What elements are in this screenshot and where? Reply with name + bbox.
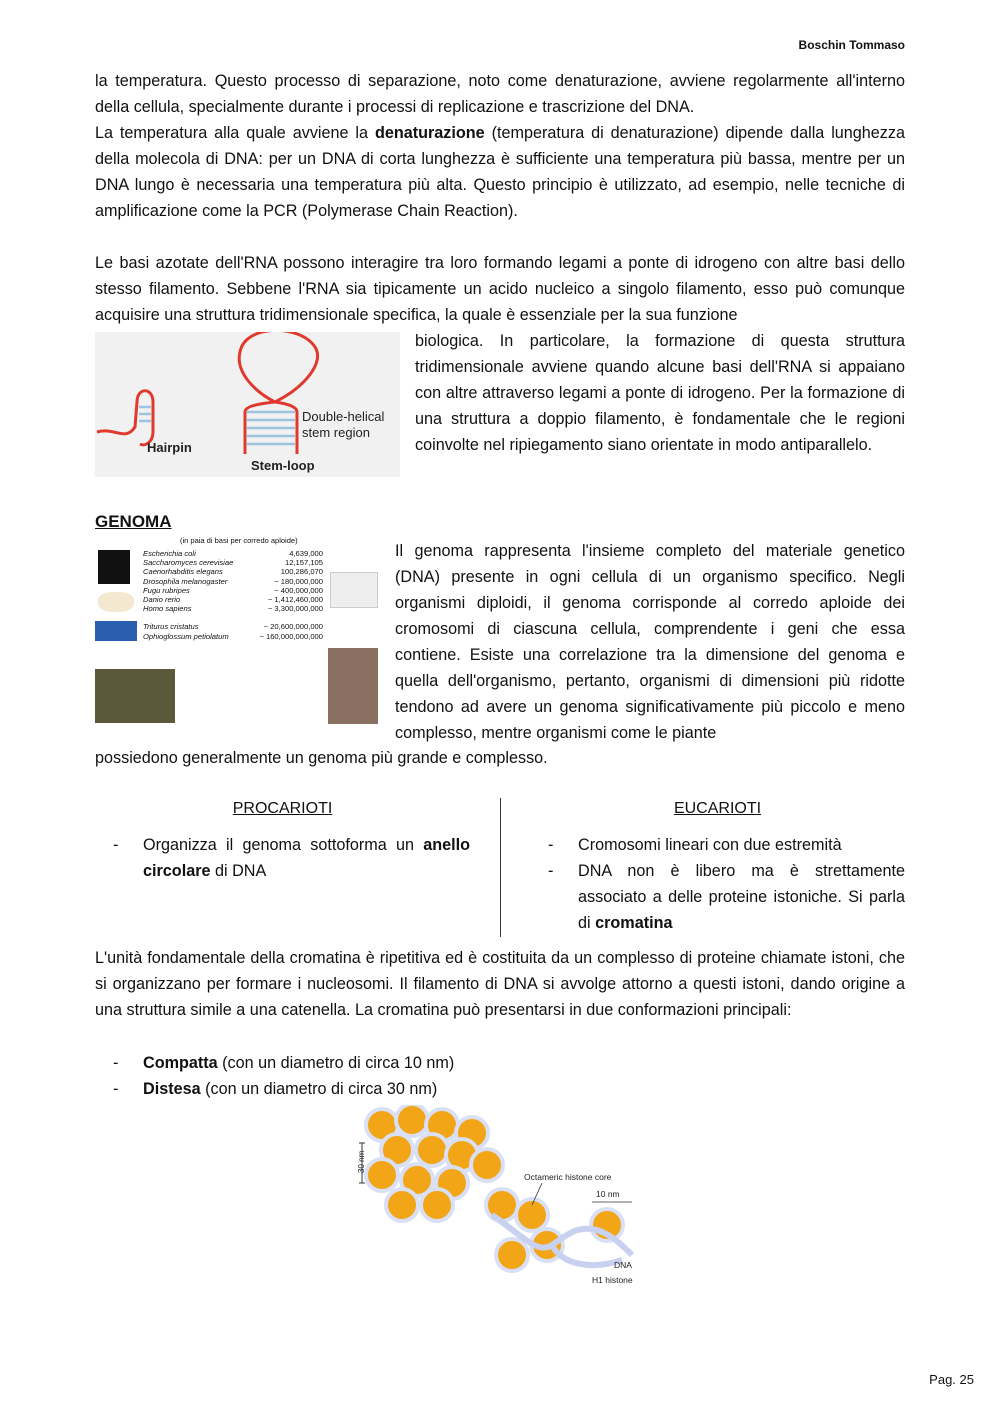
- bold-term: cromatina: [595, 914, 673, 932]
- genome-table-row: [143, 567, 323, 576]
- genome-size: ~ 1,412,460,000: [267, 595, 323, 605]
- stem-region-label: stem region: [302, 425, 370, 440]
- list-item: [530, 832, 905, 858]
- nucleosome: [416, 1134, 448, 1166]
- genome-size: 100,286,070: [280, 567, 323, 577]
- paragraph-denaturation-temperature: [95, 120, 905, 224]
- paragraph-text: L'unità fondamentale della cromatina è ripetitiva ed è costituita da un complesso di proteine chiamate istoni, che si organizzano per formare i nucleosomi. Il filamento di DNA si avvolge attorno a questi istoni, dando origine a una struttura simile a una catenella. La cromatina può presentarsi in due conformazioni principali:: [95, 949, 905, 1019]
- fugu-image: [95, 621, 137, 641]
- column-title-procarioti: PROCARIOTI: [232, 800, 333, 817]
- bold-term: denaturazione: [374, 124, 485, 142]
- paragraph-rna: [95, 250, 905, 328]
- nucleosome: [516, 1199, 548, 1231]
- newt-image: [95, 669, 175, 723]
- hairpin-label: Hairpin: [147, 440, 192, 455]
- organism-name: Danio rerio: [143, 595, 181, 605]
- paragraph-text: La temperatura alla quale avviene la: [95, 124, 375, 142]
- genome-table: [143, 549, 323, 641]
- paragraph-genoma-end: [95, 745, 905, 771]
- genome-size: 12,157,105: [284, 558, 323, 568]
- label-30nm: 30 nm: [357, 1150, 366, 1173]
- paragraph-text: Il genoma rappresenta l'insieme completo del materiale genetico (DNA) presente in ogni cellula di un organismo specifico. Negli organismi diploidi, il genoma corrisponde al corredo aploide dei cromosomi di ciascuna cellula, comprendente i geni che essa contiene. Esiste una correlazione tra la dimensione del genoma e quella dell'organismo, pertanto, organismi di dimensioni più ridotte tendono ad avere un genoma significativamente più piccolo e meno complesso, mentre organismi come le piante: [395, 542, 905, 742]
- paragraph-text: (temperatura di denaturazione) dipende dalla lunghezza della molecola di DNA: per un DNA di corta lunghezza è sufficiente una temperatura più bassa, mentre per un DNA lungo è necessaria una temperatura più alta. Questo principio è utilizzato, ad esempio, nelle tecniche di amplificazione come la PCR (Polymerase Chain Reaction).: [95, 124, 905, 220]
- genome-table-row: [143, 604, 323, 613]
- label-h1-histone: H1 histone: [592, 1275, 633, 1285]
- list-item-text: Cromosomi lineari con due estremità: [578, 836, 842, 854]
- genome-table-row: [143, 622, 323, 631]
- genome-size: ~ 20,600,000,000: [263, 622, 323, 632]
- worm-image: [330, 572, 378, 608]
- fern-image: [328, 648, 378, 724]
- nucleosome: [471, 1149, 503, 1181]
- list-dash: -: [113, 836, 119, 854]
- genome-size: ~ 3,300,000,000: [267, 604, 323, 614]
- genome-table-row: [143, 632, 323, 641]
- paragraph-rna-continued: [415, 328, 905, 458]
- label-10nm: 10 nm: [596, 1189, 620, 1199]
- bold-term: Distesa: [143, 1080, 201, 1098]
- organism-name: Drosophila melanogaster: [143, 576, 228, 586]
- list-dash: -: [113, 1080, 119, 1098]
- page-header-author: Boschin Tommaso: [798, 38, 905, 52]
- list-item-text: (con un diametro di circa 10 nm): [217, 1054, 455, 1072]
- label-histone-core: Octameric histone core: [524, 1172, 612, 1182]
- nucleosome: [496, 1239, 528, 1271]
- rna-hairpin-stemloop-figure: [95, 332, 400, 477]
- genome-table-row: [143, 577, 323, 586]
- list-chromatin-conformations: [95, 1050, 905, 1102]
- organism-name: Fugu rubripes: [143, 585, 190, 595]
- genome-table-row: [143, 586, 323, 595]
- paragraph-denaturation: [95, 68, 905, 120]
- list-item: [530, 858, 905, 936]
- genome-table-row: [143, 549, 323, 558]
- list-item: [95, 832, 470, 884]
- list-item-text: Organizza il genoma sottoforma un: [143, 836, 424, 854]
- bold-term: anello circolare: [143, 836, 470, 880]
- nucleosome: [421, 1189, 453, 1221]
- list-item-text: di DNA: [210, 862, 267, 880]
- genome-size: ~ 180,000,000: [274, 576, 323, 586]
- paragraph-text: biologica. In particolare, la formazione di questa struttura tridimensionale avviene quando alcune basi dell'RNA si appaiano con altre attraverso legami a ponte di idrogeno. Per la formazione di una struttura a doppio filamento, è fondamentale che le regioni coinvolte nel ripiegamento siano orientate in modo antiparallelo.: [415, 332, 905, 454]
- list-item: [95, 1050, 905, 1076]
- bold-term: Compatta: [143, 1054, 218, 1072]
- paragraph-genoma: [395, 538, 905, 746]
- section-heading-genoma: GENOMA: [95, 512, 172, 531]
- paragraph-text: possiedono generalmente un genoma più grande e complesso.: [95, 749, 548, 767]
- label-dna: DNA: [614, 1260, 632, 1270]
- organism-name: Saccharomyces cerevisiae: [143, 558, 234, 568]
- genome-size: ~ 400,000,000: [274, 585, 323, 595]
- organism-name: Ophioglossum petiolatum: [143, 631, 229, 641]
- paragraph-text: la temperatura. Questo processo di separazione, noto come denaturazione, avviene regolarmente all'interno della cellula, specialmente durante i processi di replicazione e trascrizione del DNA.: [95, 72, 905, 116]
- bacteria-image: [98, 550, 130, 584]
- table-caption: (in paia di basi per corredo aploide): [180, 536, 298, 545]
- organism-name: Escherichia coli: [143, 549, 196, 558]
- page-number: Pag. 25: [929, 1372, 974, 1387]
- nucleosome: [396, 1105, 428, 1136]
- double-helical-label: Double-helical: [302, 409, 385, 424]
- chromatin-nucleosome-figure: [352, 1105, 652, 1290]
- drosophila-image: [98, 592, 134, 612]
- list-eucarioti: [530, 832, 905, 936]
- list-item: [95, 1076, 905, 1102]
- list-procarioti: [95, 832, 470, 884]
- genome-size: ~ 160,000,000,000: [259, 631, 323, 641]
- column-divider: [500, 798, 501, 937]
- list-dash: -: [548, 836, 554, 854]
- genome-size: 4,639,000: [289, 549, 323, 558]
- organism-name: Homo sapiens: [143, 604, 192, 614]
- list-item-text: (con un diametro di circa 30 nm): [200, 1080, 438, 1098]
- paragraph-text: Le basi azotate dell'RNA possono interagire tra loro formando legami a ponte di idrogeno con altre basi dello stesso filamento. Sebbene l'RNA sia tipicamente un acido nucleico a singolo filamento, esso può comunque acquisire una struttura tridimensionale specifica, la quale è essenziale per la sua funzione: [95, 254, 905, 324]
- list-item-text: DNA non è libero ma è strettamente associato a delle proteine istoniche. Si parla di: [578, 862, 905, 932]
- nucleosome: [366, 1159, 398, 1191]
- organism-name: Triturus cristatus: [143, 622, 199, 632]
- nucleosome: [386, 1189, 418, 1221]
- genome-size-table-figure: [95, 536, 385, 726]
- list-dash: -: [113, 1054, 119, 1072]
- genome-table-row: [143, 558, 323, 567]
- nucleosome: [486, 1189, 518, 1221]
- organism-name: Caenorhabditis elegans: [143, 567, 223, 577]
- stem-loop-label: Stem-loop: [251, 458, 315, 473]
- list-dash: -: [548, 862, 554, 880]
- column-title-eucarioti: EUCARIOTI: [673, 800, 762, 817]
- genome-table-row: [143, 595, 323, 604]
- paragraph-chromatin: [95, 945, 905, 1023]
- nucleosome-group: [366, 1105, 623, 1271]
